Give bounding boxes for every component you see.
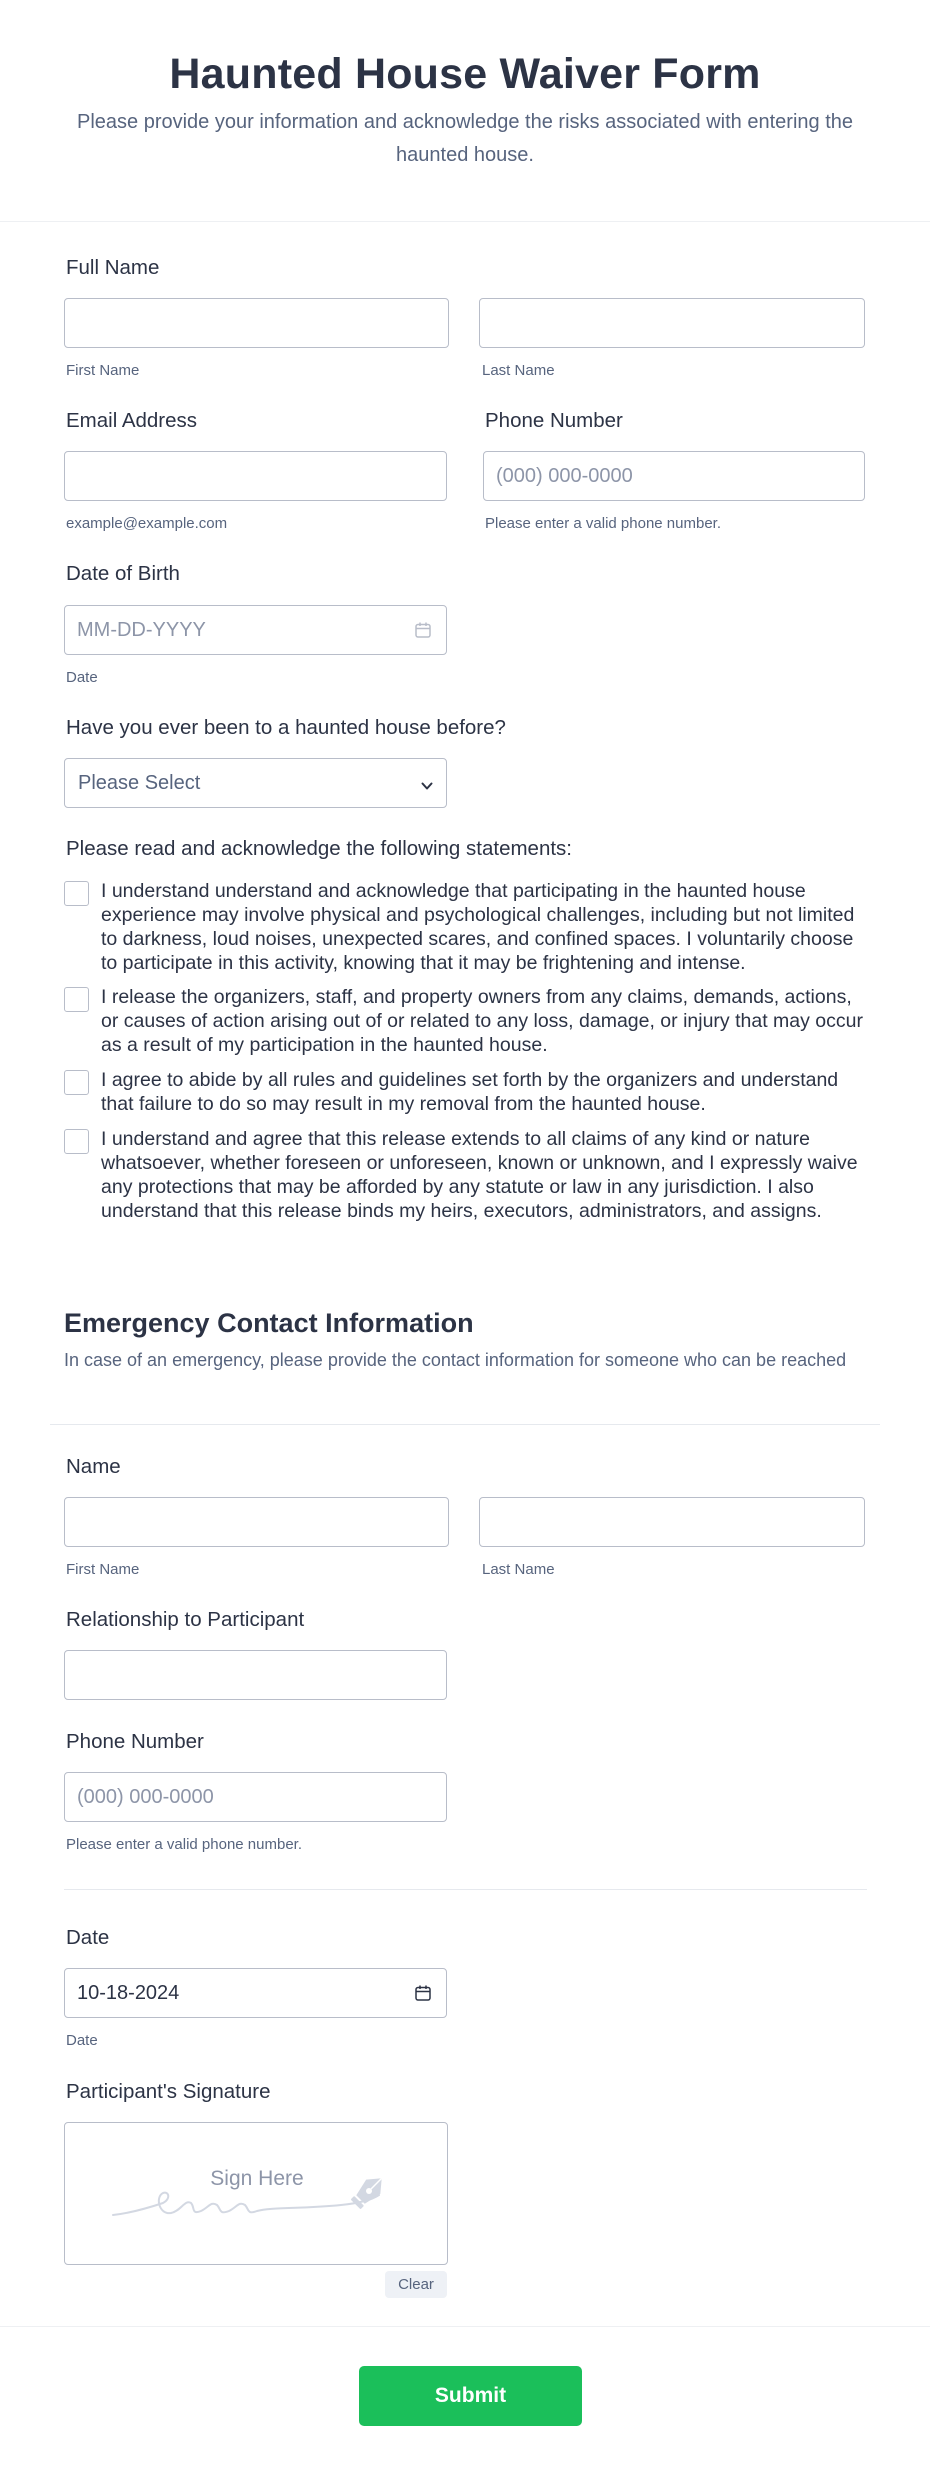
- emergency-phone-sublabel: Please enter a valid phone number.: [66, 1836, 302, 1853]
- emergency-last-name-input[interactable]: [479, 1497, 865, 1547]
- last-name-sublabel: Last Name: [482, 362, 555, 379]
- section-divider: [50, 1424, 880, 1425]
- signature-label: Participant's Signature: [66, 2080, 271, 2103]
- emergency-phone-label: Phone Number: [66, 1730, 204, 1753]
- emergency-name-label: Name: [66, 1455, 121, 1478]
- email-input[interactable]: [64, 451, 447, 501]
- acknowledge-label: Please read and acknowledge the following statements:: [66, 837, 572, 860]
- relationship-label: Relationship to Participant: [66, 1608, 305, 1631]
- statement-checkbox[interactable]: [64, 1129, 89, 1154]
- haunted-before-selected: Please Select: [78, 771, 201, 794]
- clear-signature-button[interactable]: Clear: [385, 2271, 447, 2298]
- submit-button[interactable]: Submit: [359, 2366, 582, 2426]
- dob-sublabel: Date: [66, 669, 98, 686]
- statement-text: I agree to abide by all rules and guidelines set forth by the organizers and understand that failure to do so may result in my removal from the haunted house.: [101, 1069, 839, 1115]
- email-label: Email Address: [66, 409, 198, 432]
- emergency-first-name-sublabel: First Name: [66, 1561, 140, 1578]
- date-sublabel: Date: [66, 2032, 98, 2049]
- relationship-input[interactable]: [64, 1650, 447, 1700]
- emergency-title: Emergency Contact Information: [64, 1308, 474, 1338]
- calendar-icon[interactable]: [414, 1984, 432, 2002]
- phone-sublabel: Please enter a valid phone number.: [485, 515, 721, 532]
- dob-input[interactable]: [64, 605, 447, 655]
- haunted-before-label: Have you ever been to a haunted house before?: [66, 716, 506, 739]
- first-name-sublabel: First Name: [66, 362, 140, 379]
- phone-label: Phone Number: [485, 409, 623, 432]
- emergency-last-name-sublabel: Last Name: [482, 1561, 555, 1578]
- emergency-phone-input[interactable]: [64, 1772, 447, 1822]
- emergency-first-name-input[interactable]: [64, 1497, 449, 1547]
- last-name-input[interactable]: [479, 298, 865, 348]
- email-sublabel: example@example.com: [66, 515, 228, 532]
- form-title: Haunted House Waiver Form: [169, 50, 761, 98]
- first-name-input[interactable]: [64, 298, 449, 348]
- statement-text: I release the organizers, staff, and property owners from any claims, demands, actions, or causes of action arising out of or related to any loss, damage, or injury that may occur as a result of my participation in the haunted house.: [101, 986, 863, 1056]
- date-label: Date: [66, 1926, 110, 1949]
- section-divider: [64, 1889, 867, 1890]
- pen-nib-icon: [347, 2169, 391, 2218]
- haunted-before-select[interactable]: [64, 758, 447, 808]
- statement-text: I understand understand and acknowledge that participating in the haunted house experience may involve physical and psychological challenges, including but not limited to darkness, loud noises, unexpected scares, and confined spaces. I voluntarily choose to participate in this activity, knowing that it may be frightening and intense.: [101, 880, 855, 974]
- emergency-subtitle: In case of an emergency, please provide the contact information for someone who can be reached: [64, 1350, 847, 1370]
- dob-label: Date of Birth: [66, 562, 180, 585]
- statement-checkbox[interactable]: [64, 881, 89, 906]
- date-input[interactable]: [64, 1968, 447, 2018]
- statement-checkbox[interactable]: [64, 987, 89, 1012]
- signature-placeholder: Sign Here: [210, 2167, 304, 2190]
- statement-text: I understand and agree that this release extends to all claims of any kind or nature whatsoever, whether foreseen or unforeseen, known or unknown, and I expressly waive any protections that may be afforded by any statute or law in any jurisdiction. I also understand that this release binds my heirs, executors, administrators, and assigns.: [101, 1128, 858, 1222]
- phone-input[interactable]: [483, 451, 865, 501]
- chevron-down-icon: [420, 776, 434, 799]
- signature-pad[interactable]: [64, 2122, 448, 2265]
- statement-checkbox[interactable]: [64, 1070, 89, 1095]
- calendar-icon[interactable]: [414, 621, 432, 639]
- full-name-label: Full Name: [66, 256, 160, 279]
- form-header: [0, 0, 930, 222]
- form-subtitle: Please provide your information and acknowledge the risks associated with entering the haunted house.: [77, 111, 853, 166]
